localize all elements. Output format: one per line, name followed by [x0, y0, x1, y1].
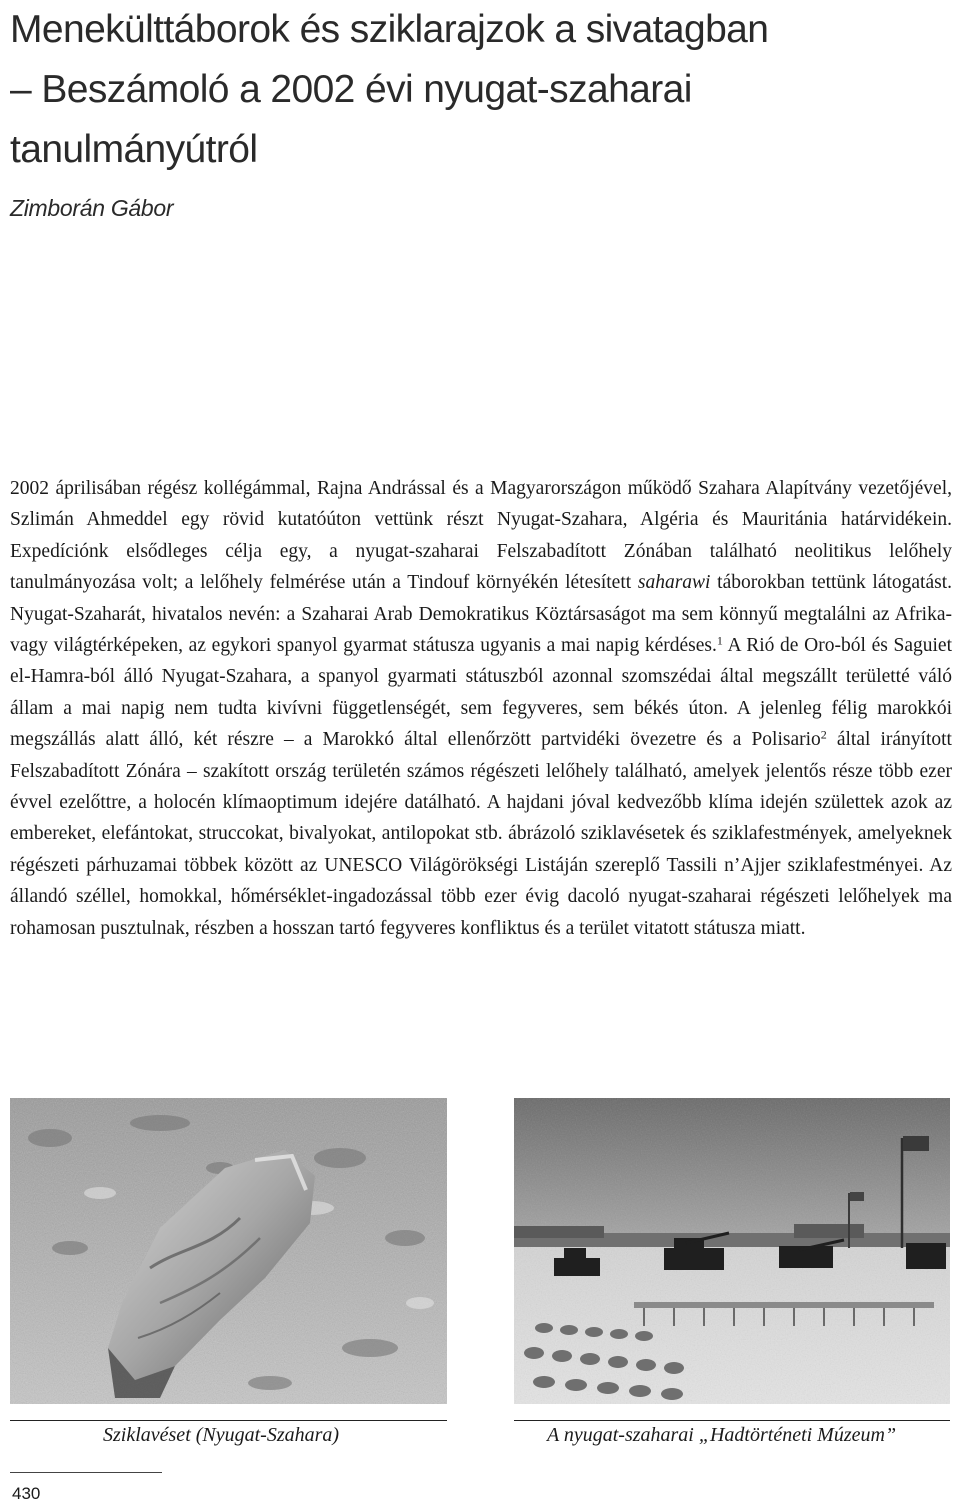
author-name: Zimborán Gábor [10, 195, 174, 221]
title-line-1: Menekülttáborok és sziklarajzok a sivatagban [10, 8, 769, 51]
footnote-ref-1[interactable]: 1 [716, 633, 723, 648]
page-number: 430 [12, 1484, 41, 1503]
military-museum-photo [514, 1098, 950, 1404]
figure-caption-left: Sziklavéset (Nyugat-Szahara) [103, 1424, 340, 1446]
body-part-4: által irányított Felszabadított Zónára – szakított ország területén számos régészeti lelőhely található, amelyek jelentős része több ezer évvel ezelőttre, a holocén klímaoptimum idejére datálható. A hajdani jóval kedvezőbb klíma idején születtek azok az embereket, elefántokat, struccokat, bivalyokat, antilopokat stb. ábrázoló sziklavésetek és sziklafestmények, amelyeknek régészeti párhuzamai többek között az UNESCO Világörökségi Listáján szereplő Tassili n’Ajjer sziklafestményei. Az állandó széllel, homokkal, hőmérséklet-ingadozással több ezer évig dacoló nyugat-szaharai régészeti lelőhelyek ma rohamosan pusztulnak, részben a hosszan tartó fegyveres konfliktus és a terület vitatott státusza miatt. [10, 729, 952, 939]
body-part-2: táborokban tettünk látogatást. Nyugat-Szaharát, hivatalos nevén: a Szaharai Arab Demokratikus Köztársaságot ma sem könnyű megtalálni az Afrika- vagy világtérképeken, az egykori spanyol gyarmat státusza ugyanis a mai napig kérdéses. [10, 572, 953, 657]
title-line-2: – Beszámoló a 2002 évi nyugat-szaharai [10, 68, 692, 111]
caption-rule-right [514, 1420, 950, 1421]
article-title [10, 0, 940, 180]
body-part-3: A Rió de Oro-ból és Saguiet el-Hamra-ból álló Nyugat-Szahara, a spanyol gyarmati státuszból azonnal szomszédai által megszállt területté váló állam a mai napig nem tudta kivívni függetlenségét, sem fegyveres, sem békés úton. A jelenleg félig marokkói megszállás alatt álló, két részre – a Marokkó által ellenőrzött partvidéki övezetre és a Polisario [10, 635, 952, 751]
body-italic-term: saharawi [637, 572, 711, 594]
body-part-1: 2002 áprilisában régész kollégámmal, Rajna Andrással és a Magyarországon működő Szahara Alapítvány vezetőjével, Szlimán Ahmeddel egy rövid kutatóúton vettünk részt Nyugat-Szahara, Algéria és Mauritánia határvidékein. Expedíciónk elsődleges célja egy, a nyugat-szaharai Felszabadított Zónában található neolitikus lelőhely tanulmányozása volt; a lelőhely felmérése után a Tindouf környékén létesített [10, 478, 952, 594]
caption-rule-left [10, 1420, 447, 1421]
figure-caption-right: A nyugat-szaharai „Hadtörténeti Múzeum” [547, 1424, 897, 1446]
article-body [10, 473, 952, 944]
rock-engraving-photo [10, 1098, 447, 1404]
title-line-3: tanulmányútról [10, 128, 258, 171]
footnote-ref-2[interactable]: 2 [820, 727, 827, 742]
footer-rule [10, 1472, 162, 1473]
